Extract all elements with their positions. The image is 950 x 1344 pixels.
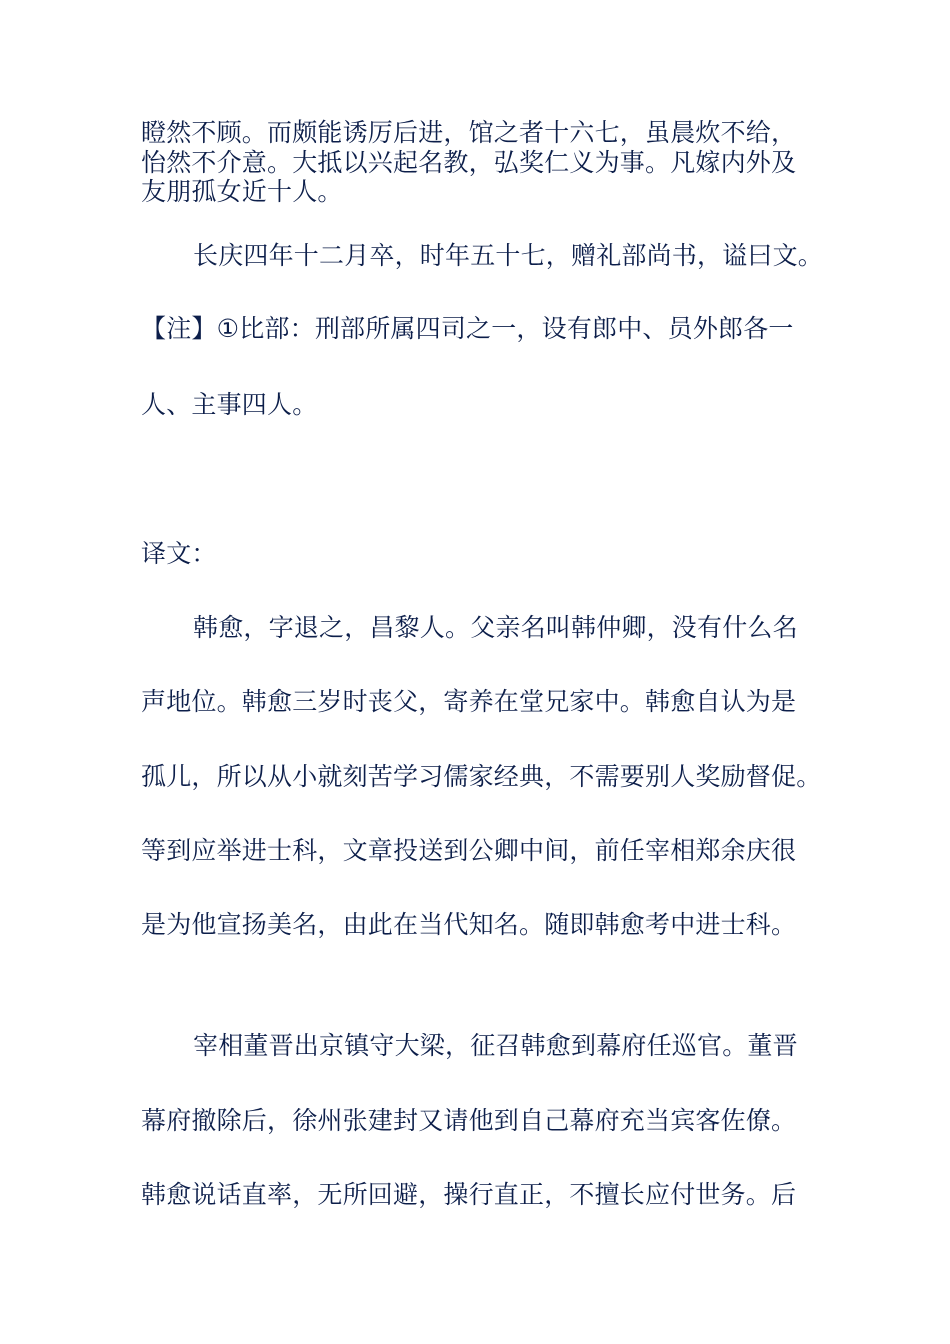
translation-line: 声地位。韩愈三岁时丧父，寄养在堂兄家中。韩愈自认为是: [141, 687, 797, 716]
translation-line: 宰相董晋出京镇守大梁，征召韩愈到幕府任巡官。董晋: [193, 1031, 798, 1060]
translation-line: 孤儿，所以从小就刻苦学习儒家经典，不需要别人奖励督促。: [141, 762, 822, 791]
note-line: 人、主事四人。: [141, 390, 318, 419]
translation-line: 等到应举进士科，文章投送到公卿中间，前任宰相郑余庆很: [141, 836, 797, 865]
translation-line: 幕府撤除后，徐州张建封又请他到自己幕府充当宾客佐僚。: [141, 1106, 797, 1135]
text-line: 友朋孤女近十人。: [141, 177, 343, 206]
translation-line: 韩愈说话直率，无所回避，操行直正，不擅长应付世务。后: [141, 1180, 797, 1209]
translation-heading: 译文：: [141, 539, 217, 568]
translation-line: 韩愈，字退之，昌黎人。父亲名叫韩仲卿，没有什么名: [193, 613, 798, 642]
translation-line: 是为他宣扬美名，由此在当代知名。随即韩愈考中进士科。: [141, 910, 797, 939]
death-line: 长庆四年十二月卒，时年五十七，赠礼部尚书，谥曰文。: [193, 241, 824, 270]
text-line: 怡然不介意。大抵以兴起名教，弘奖仁义为事。凡嫁内外及: [141, 148, 797, 177]
text-line: 瞪然不顾。而颇能诱厉后进，馆之者十六七，虽晨炊不给，: [141, 118, 797, 147]
note-line: 【注】①比部：刑部所属四司之一，设有郎中、员外郎各一: [141, 314, 794, 343]
